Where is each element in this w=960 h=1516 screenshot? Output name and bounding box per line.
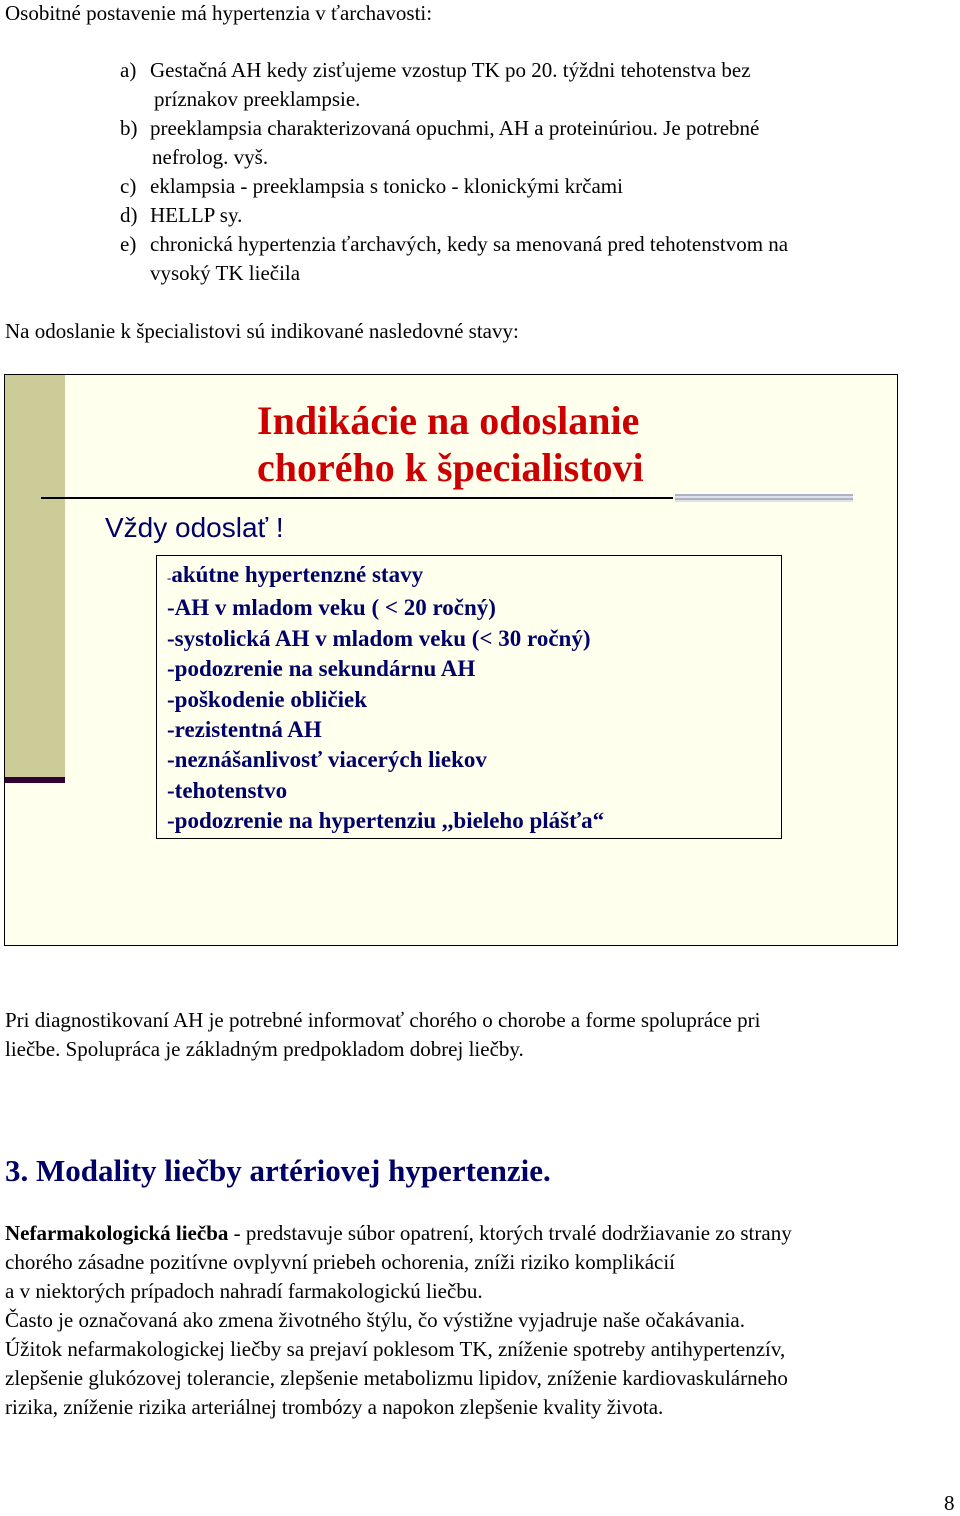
list-item: d) HELLP sy. xyxy=(120,203,243,227)
slide-stripe-foot xyxy=(5,777,65,783)
indication-item: -neznášanlivosť viacerých liekov xyxy=(167,747,487,773)
nonpharm-term: Nefarmakologická liečba xyxy=(5,1221,229,1245)
referral-intro: Na odoslanie k špecialistovi sú indikované nasledovné stavy: xyxy=(5,319,519,343)
list-item-continuation: príznakov preeklampsie. xyxy=(154,87,361,111)
section-heading: 3. Modality liečby artériovej hypertenzie. xyxy=(5,1153,551,1188)
list-item: a) Gestačná AH kedy zisťujeme vzostup TK po 20. týždni tehotenstva bez xyxy=(120,58,751,82)
list-item: c) eklampsia - preeklampsia s tonicko - klonickými krčami xyxy=(120,174,623,198)
list-item-continuation: vysoký TK liečila xyxy=(150,261,301,285)
indication-item: -systolická AH v mladom veku (< 30 ročný) xyxy=(167,625,591,651)
list-item: b) preeklampsia charakterizovaná opuchmi, AH a proteinúriou. Je potrebné xyxy=(120,116,760,140)
slide-title: Indikácie na odoslanie chorého k špecialistovi xyxy=(257,398,644,490)
slide-rule-accent xyxy=(675,494,853,502)
indication-item: -podozrenie na sekundárnu AH xyxy=(167,656,476,682)
diagnosis-paragraph: Pri diagnostikovaní AH je potrebné informovať chorého o chorobe a forme spolupráce pri liečbe. Spolupráca je základným predpokladom dobrej liečby. xyxy=(5,1008,761,1061)
indications-box xyxy=(156,555,782,839)
indication-item: -akútne hypertenzné stavy xyxy=(167,562,424,587)
intro-line: Osobitné postavenie má hypertenzia v ťarchavosti: xyxy=(5,1,433,25)
slide-title-rule xyxy=(41,497,673,499)
pregnancy-list xyxy=(120,56,788,288)
slide-image xyxy=(4,374,898,946)
nonpharm-paragraph: Nefarmakologická liečba - predstavuje súbor opatrení, ktorých trvalé dodržiavanie zo strany chorého zásadne pozitívne ovplyvní priebeh ochorenia, zníži riziko komplikácií a v niektorých prípadoch nahradí farmakologickú liečbu. Často je označovaná ako zmena životného štýlu, čo výstižne vyjadruje naše očakávania. Úžitok nefarmakologickej liečby sa prejaví poklesom TK, zníženie spotreby antihypertenzív, zlepšenie glukózovej tolerancie, zlepšenie metabolizmu lipidov, zníženie kardiovaskulárneho rizika, zníženie rizika arteriálnej trombózy a napokon zlepšenie kvality života. xyxy=(5,1221,792,1419)
indication-item: -rezistentná AH xyxy=(167,717,322,743)
indication-item: -podozrenie na hypertenziu ,,bieleho plášťa“ xyxy=(167,808,605,834)
indication-item: -AH v mladom veku ( < 20 ročný) xyxy=(167,595,496,621)
slide-side-stripe xyxy=(5,375,65,781)
list-item: e) chronická hypertenzia ťarchavých, kedy sa menovaná pred tehotenstvom na xyxy=(120,232,789,256)
slide-subtitle: Vždy odoslať ! xyxy=(105,512,284,543)
list-item-continuation: nefrolog. vyš. xyxy=(152,145,269,169)
indication-item: -poškodenie obličiek xyxy=(167,686,368,712)
page-number: 8 xyxy=(944,1491,955,1515)
indication-item: -tehotenstvo xyxy=(167,777,288,803)
